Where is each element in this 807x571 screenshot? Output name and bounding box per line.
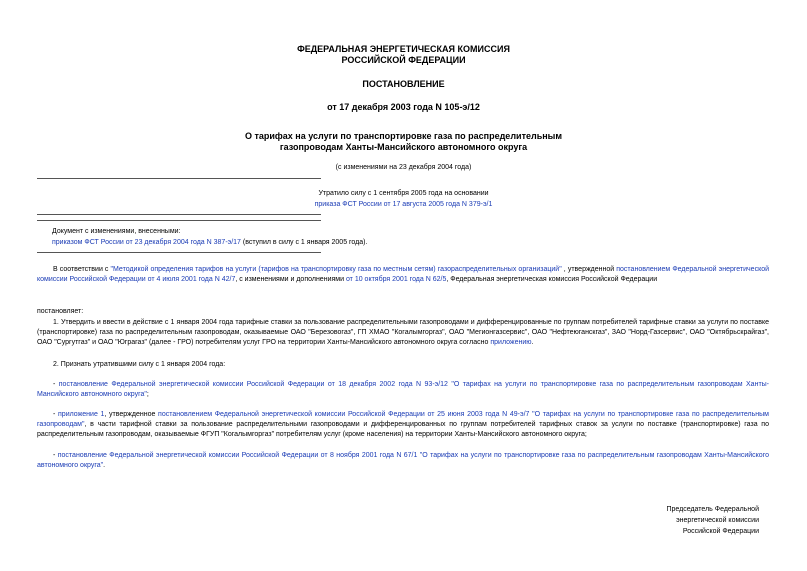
appendix-link[interactable]: приложению xyxy=(490,339,532,346)
bullet-dash: - xyxy=(53,411,59,418)
doc-date: от 17 декабря 2003 года N 105-э/12 xyxy=(327,102,480,112)
methodology-link[interactable]: "Методикой определения тарифов на услуги (тарифов на транспортировку газа по местным сетям) газораспределительных организаций" xyxy=(110,266,562,273)
bullet-dash: - xyxy=(53,452,58,459)
expired-text: Утратило силу с 1 сентября 2005 года на основании xyxy=(318,190,489,197)
signature-line3: Российской Федерации xyxy=(682,528,759,535)
amended-note: (с изменениями на 23 декабря 2004 года) xyxy=(335,164,472,171)
item-1-paragraph xyxy=(37,318,769,350)
bullet-3 xyxy=(37,451,769,472)
bullet-end: ; xyxy=(146,391,149,398)
changes-tail: (вступил в силу с 1 января 2005 года). xyxy=(240,239,368,246)
expired-link[interactable]: приказа ФСТ России от 17 августа 2005 года N 379-э/1 xyxy=(314,201,493,208)
item-1-end: . xyxy=(531,339,534,346)
changes-link[interactable]: приказом ФСТ России от 23 декабря 2004 года N 387-э/17 xyxy=(52,239,241,246)
appendix-1-link[interactable]: приложение 1 xyxy=(58,411,105,418)
resolution-67-link[interactable]: постановление Федеральной энергетической комиссии Российской Федерации от 8 ноября 2001 года N 67/1 "О тарифах на услуги по транспортировке газа по распределительным газопроводам Ханты-Мансийского автономного округа" xyxy=(37,452,769,469)
resolution-49-link[interactable]: постановлением Федеральной энергетической комиссии Российской Федерации от 25 июня 2003 года N 49-э/7 "О тарифах на услуги по транспортировке газа по распределительным газопроводам" xyxy=(37,411,769,428)
divider xyxy=(37,220,321,221)
bullet-dash: - xyxy=(53,381,59,388)
divider xyxy=(37,252,321,253)
resolution-93-link[interactable]: постановление Федеральной энергетической комиссии Российской Федерации от 18 декабря 2002 года N 93-э/12 "О тарифах на услуги по транспортировке газа по распределительным газопроводам Ханты-Мансийского автономного округа" xyxy=(37,381,769,398)
decides-text: постановляет: xyxy=(37,308,84,315)
preamble-paragraph xyxy=(37,265,769,287)
changes-line xyxy=(52,238,367,248)
item-2-text: 2. Признать утратившими силу с 1 января 2004 года: xyxy=(53,361,226,368)
item-1-text: 1. Утвердить и ввести в действие с 1 января 2004 года тарифные ставки за пользование распределительными газопроводами и дифференцированные по группам потребителей тарифные ставки за услуги по поставке (транспортировке) газа по распределительным газопроводам, оказываемые ОАО "Березовогаз", ГП ХМАО "Когалымгоргаз", ОАО "Мегионгазсервис", ОАО "Нефтеюганскгаз", ЗАО "Норд-Газсервис", ОАО "Октябрьскрайгаз", ОАО "Сургутгаз" и ОАО "Юграгаз" (далее - ГРО) потребителям услуг ГРО на территории Ханты-Мансийского автономного округа согласно xyxy=(37,319,769,346)
preamble-text: , с изменениями и дополнениями xyxy=(235,276,346,283)
preamble-text: , утвержденной xyxy=(561,266,617,273)
divider xyxy=(37,178,321,179)
org-name-line1: ФЕДЕРАЛЬНАЯ ЭНЕРГЕТИЧЕСКАЯ КОМИССИЯ xyxy=(297,44,510,54)
changes-label: Документ с изменениями, внесенными: xyxy=(52,228,181,235)
preamble-text: , Федеральная энергетическая комиссия Российской Федерации xyxy=(446,276,658,283)
signature-line2: энергетической комиссии xyxy=(676,517,759,524)
bullet-end: . xyxy=(103,462,106,469)
doc-title-line2: газопроводам Ханты-Мансийского автономного округа xyxy=(279,142,528,152)
org-name-line2: РОССИЙСКОЙ ФЕДЕРАЦИИ xyxy=(341,55,466,65)
bullet-text: , утвержденное xyxy=(104,411,159,418)
signature-line1: Председатель Федеральной xyxy=(666,506,759,513)
preamble-text: В соответствии с xyxy=(53,266,111,273)
fek-resolution-link[interactable]: постановлением Федеральной энергетической комиссии Российской Федерации от 4 июля 2001 года N 42/7 xyxy=(37,266,769,283)
bullet-1 xyxy=(37,380,769,401)
doc-title-line1: О тарифах на услуги по транспортировке газа по распределительным xyxy=(244,131,563,141)
bullet-2 xyxy=(37,410,769,441)
amendment-link[interactable]: от 10 октября 2001 года N 62/5 xyxy=(345,276,447,283)
divider xyxy=(37,214,321,215)
doc-type: ПОСТАНОВЛЕНИЕ xyxy=(362,79,445,89)
bullet-text: , в части тарифной ставки за пользование распределительными газопроводами и дифференцированных по группам потребителей тарифных ставок за услуги по поставке (транспортировке) газа по распределительным газопроводам, оказываемые ФГУП "Когалымгоргаз" потребителям услуг (кроме населения) на территории Ханты-Мансийского автономного округа; xyxy=(37,421,769,438)
